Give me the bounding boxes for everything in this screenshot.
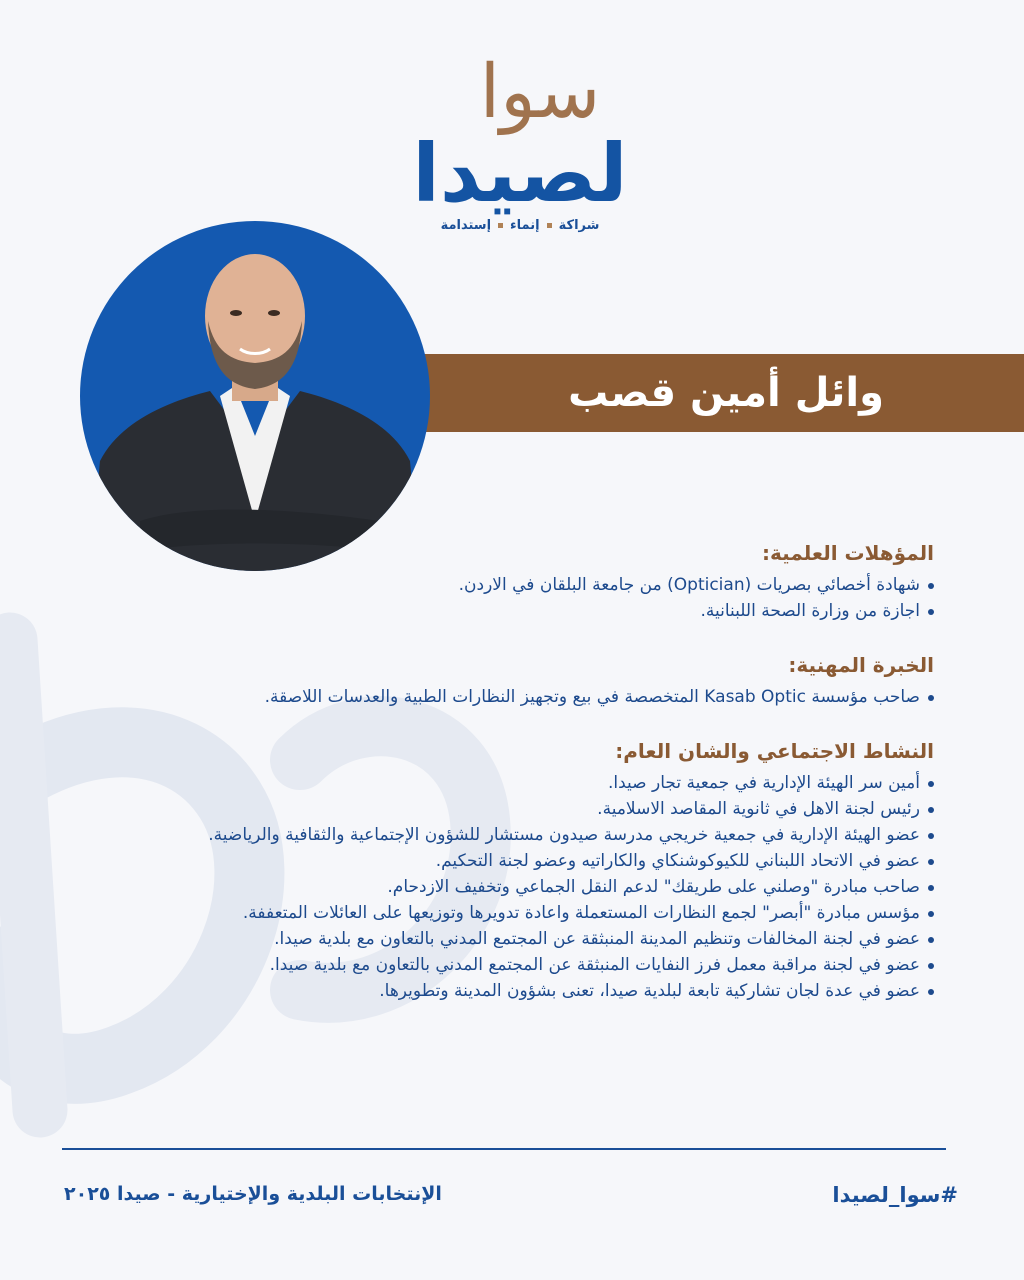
- candidate-name: وائل أمين قصب: [568, 370, 884, 416]
- list-item: أمين سر الهيئة الإدارية في جمعية تجار صيدا.: [62, 770, 934, 796]
- logo-tagline: [410, 218, 630, 233]
- tagline-word: إنماء: [510, 218, 540, 233]
- list-item: عضو الهيئة الإدارية في جمعية خريجي مدرسة صيدون مستشار للشؤون الإجتماعية والثقافية والرياضية.: [62, 822, 934, 848]
- footer-divider: [62, 1148, 946, 1150]
- section-experience: [62, 650, 934, 710]
- list-item: مؤسس مبادرة "أبصر" لجمع النظارات المستعملة واعادة تدويرها وتوزيعها على العائلات المتعففة.: [62, 900, 934, 926]
- logo-word-sawa: سوا: [479, 49, 601, 135]
- section-title: الخبرة المهنية:: [788, 653, 934, 677]
- person-photo-icon: [80, 221, 430, 571]
- list-item: عضو في لجنة مراقبة معمل فرز النفايات المنبثقة عن المجتمع المدني بالتعاون مع بلدية صيدا.: [62, 952, 934, 978]
- list-item: شهادة أخصائي بصريات (Optician) من جامعة البلقان في الاردن.: [62, 572, 934, 598]
- list-item: عضو في عدة لجان تشاركية تابعة لبلدية صيدا، تعنى بشؤون المدينة وتطويرها.: [62, 978, 934, 1004]
- section-title: المؤهلات العلمية:: [762, 541, 934, 565]
- section-title: النشاط الاجتماعي والشان العام:: [615, 739, 934, 763]
- square-dot-icon: [547, 223, 552, 228]
- square-dot-icon: [498, 223, 503, 228]
- bullet-list: [62, 770, 934, 1004]
- campaign-logo: [380, 49, 650, 252]
- tagline-word: شراكة: [558, 218, 600, 233]
- candidate-profile: [62, 538, 934, 1030]
- logo-word-saida: لصيدا: [412, 127, 628, 220]
- bullet-list: [62, 572, 934, 624]
- list-item: صاحب مبادرة "وصلني على طريقك" لدعم النقل الجماعي وتخفيف الازدحام.: [62, 874, 934, 900]
- bullet-list: [62, 684, 934, 710]
- tagline-word: إستدامة: [440, 218, 492, 233]
- footer-hashtag: #سوا_لصيدا: [832, 1183, 958, 1207]
- list-item: رئيس لجنة الاهل في ثانوية المقاصد الاسلامية.: [62, 796, 934, 822]
- footer-elections-label: الإنتخابات البلدية والإختيارية - صيدا ٢٠٢٥: [64, 1183, 442, 1205]
- list-item: اجازة من وزارة الصحة اللبنانية.: [62, 598, 934, 624]
- list-item: صاحب مؤسسة Kasab Optic المتخصصة في بيع وتجهيز النظارات الطبية والعدسات اللاصقة.: [62, 684, 934, 710]
- list-item: عضو في لجنة المخالفات وتنظيم المدينة المنبثقة عن المجتمع المدني بالتعاون مع بلدية صيدا.: [62, 926, 934, 952]
- candidate-portrait: [80, 221, 430, 571]
- section-social-activity: [62, 736, 934, 1004]
- list-item: عضو في الاتحاد اللبناني للكيوكوشنكاي والكاراتيه وعضو لجنة التحكيم.: [62, 848, 934, 874]
- candidate-name-banner: [404, 354, 1024, 432]
